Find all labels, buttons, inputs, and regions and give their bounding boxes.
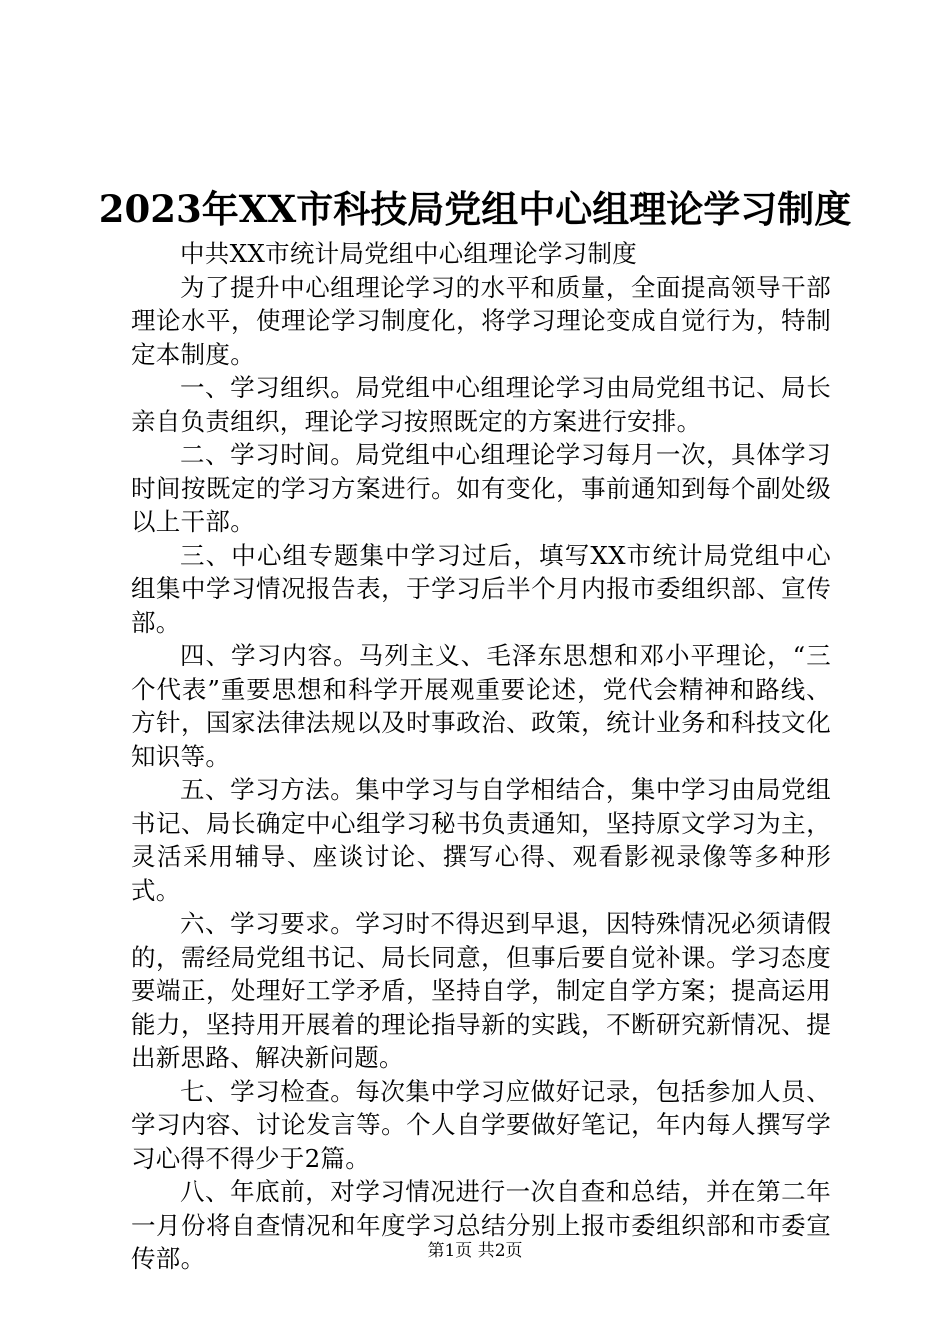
- paragraph-intro: 为了提升中心组理论学习的水平和质量，全面提高领导干部理论水平，使理论学习制度化，将学习理论变成自觉行为，特制定本制度。: [131, 272, 831, 369]
- paragraph-summary: 八、年底前，对学习情况进行一次自查和总结，并在第二年一月份将自查情况和年度学习总结分别上报市委组织部和市委宣传部。: [131, 1177, 831, 1273]
- paragraph-inspection: 七、学习检查。每次集中学习应做好记录，包括参加人员、学习内容、讨论发言等。个人自学要做好笔记，年内每人撰写学习心得不得少于2篇。: [131, 1076, 831, 1173]
- paragraph-organization: 一、学习组织。局党组中心组理论学习由局党组书记、局长亲自负责组织，理论学习按照既定的方案进行安排。: [131, 373, 831, 436]
- page-number-footer: 第1页 共2页: [427, 1241, 523, 1261]
- paragraph-report: 三、中心组专题集中学习过后，填写XX市统计局党组中心组集中学习情况报告表，于学习后半个月内报市委组织部、宣传部。: [131, 540, 831, 637]
- paragraph-time: 二、学习时间。局党组中心组理论学习每月一次，具体学习时间按既定的学习方案进行。如有变化，事前通知到每个副处级以上干部。: [131, 440, 831, 536]
- paragraph-content: 四、学习内容。马列主义、毛泽东思想和邓小平理论，“三个代表”重要思想和科学开展观重要论述，党代会精神和路线、方针，国家法律法规以及时事政治、政策，统计业务和科技文化知识等。: [131, 641, 831, 771]
- paragraph-subtitle: 中共XX市统计局党组中心组理论学习制度: [180, 239, 638, 268]
- document-body: [131, 237, 831, 1276]
- document-title: 2023年XX市科技局党组中心组理论学习制度: [98, 187, 852, 231]
- paragraph-requirements: 六、学习要求。学习时不得迟到早退，因特殊情况必须请假的，需经局党组书记、局长同意，但事后要自觉补课。学习态度要端正，处理好工学矛盾，坚持自学，制定自学方案；提高运用能力，坚持用开展着的理论指导新的实践，不断研究新情况、提出新思路、解决新问题。: [131, 909, 831, 1072]
- paragraph-method: 五、学习方法。集中学习与自学相结合，集中学习由局党组书记、局长确定中心组学习秘书负责通知，坚持原文学习为主，灵活采用辅导、座谈讨论、撰写心得、观看影视录像等多种形式。: [131, 775, 831, 905]
